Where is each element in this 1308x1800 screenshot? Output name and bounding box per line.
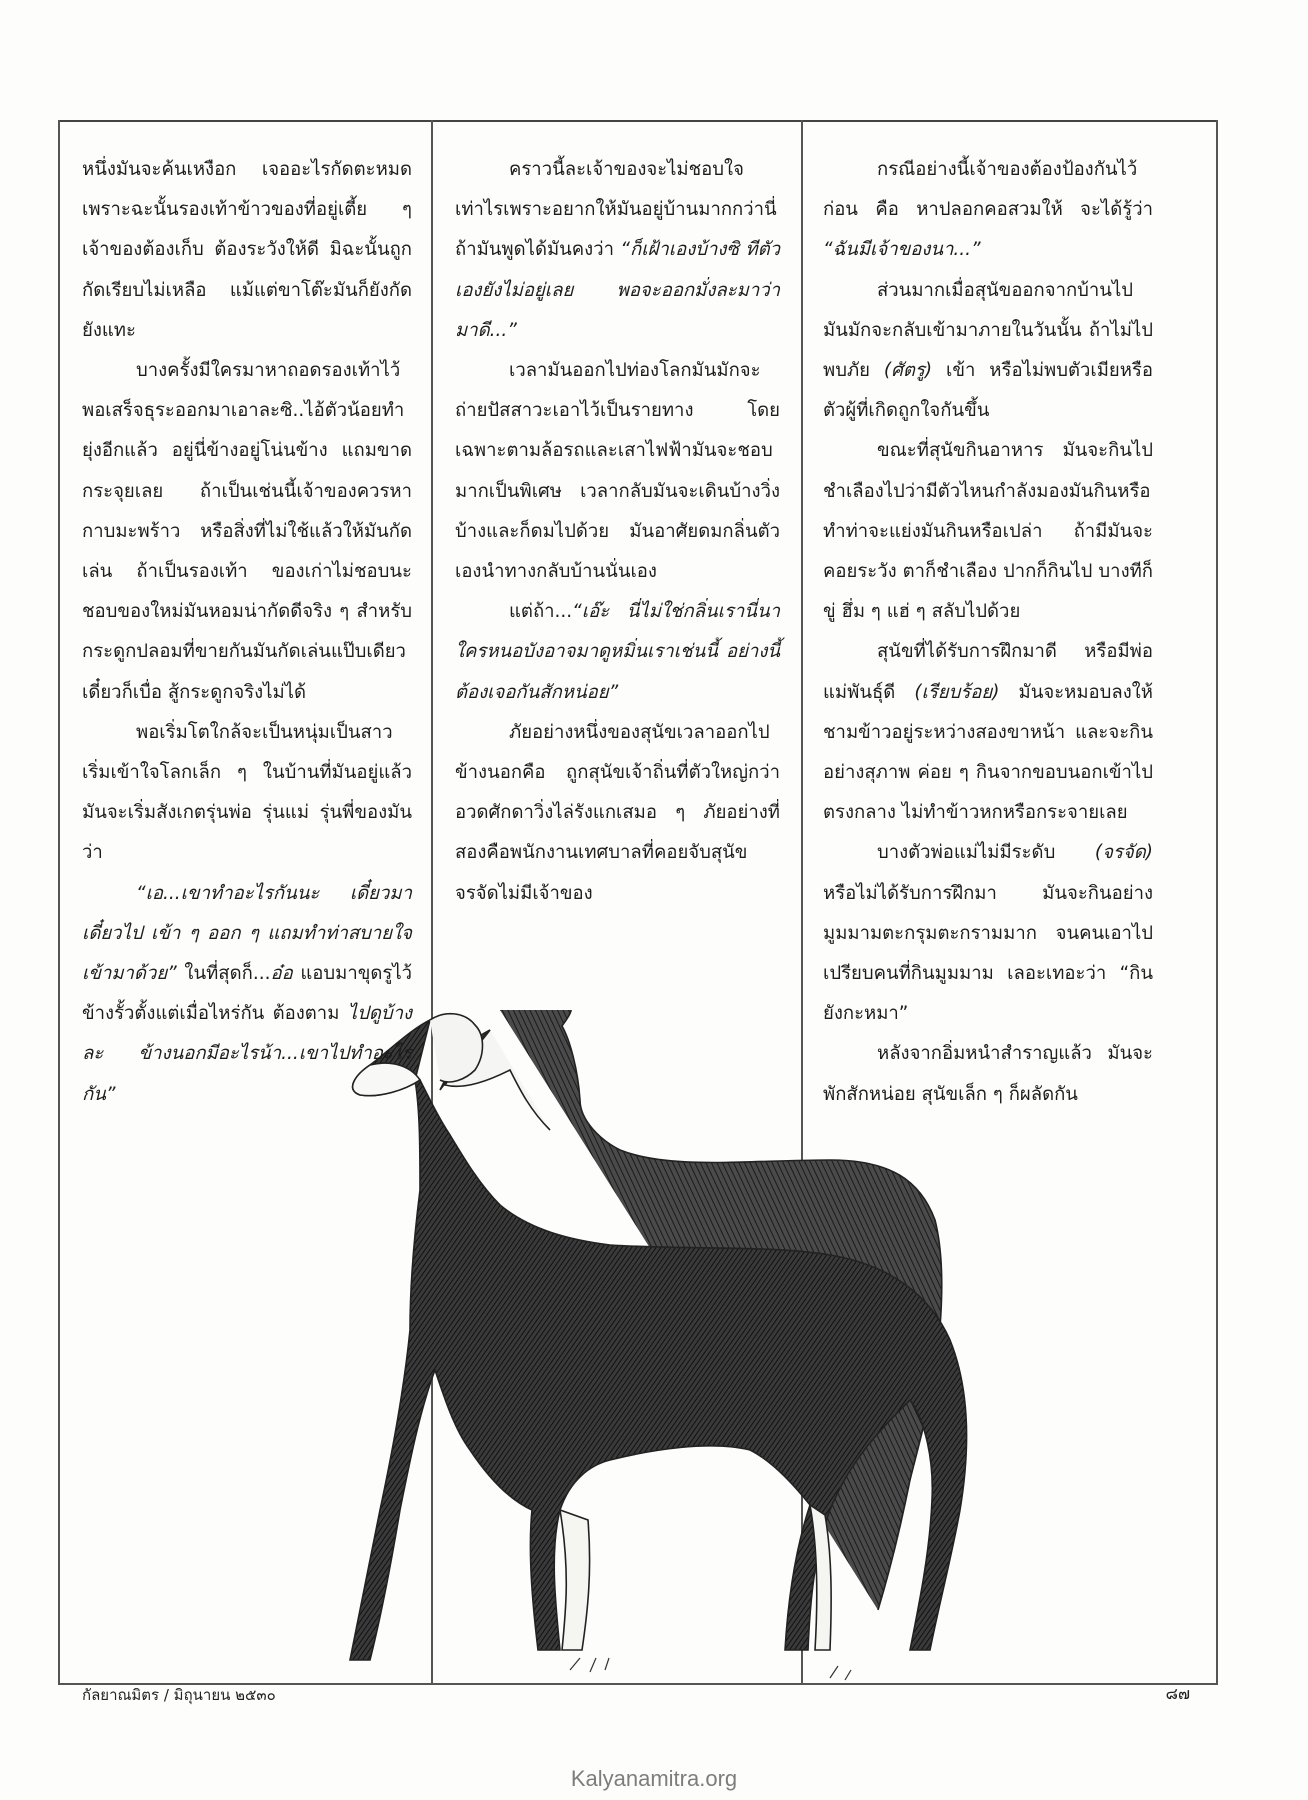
italic-quote: ไปดูบ้างละ ข้างนอกมีอะไรน้า...เขาไปทำอะไรกัน” (82, 1003, 412, 1105)
paragraph (455, 592, 780, 713)
watermark: Kalyanamitra.org (570, 1766, 738, 1791)
italic-quote: “ฉันมีเจ้าของนา...” (823, 239, 981, 261)
text-column-2 (455, 150, 780, 914)
paragraph (823, 833, 1153, 1034)
italic-quote: (จรจัด) (1094, 842, 1153, 864)
page-number: ๘๗ (1165, 1684, 1190, 1703)
italic-quote: “เอ...เขาทำอะไรกันนะ เดี๋ยวมา เดี๋ยวไป เข้า ๆ ออก ๆ แถมทำท่าสบายใจเข้ามาด้วย” (82, 882, 412, 985)
text-run: หรือไม่ได้รับการฝึกมา มันจะกินอย่างมูมมามตะกรุมตะกรามมาก จนคนเอาไปเปรียบคนที่กินมูมมาม เลอะเทอะว่า “กินยังกะหมา” (823, 882, 1153, 1025)
text-run: ในที่สุดก็... (176, 963, 271, 985)
text-run: แต่ถ้า... (509, 601, 573, 623)
paragraph: ภัยอย่างหนึ่งของสุนัขเวลาออกไปข้างนอกคือ ถูกสุนัขเจ้าถิ่นที่ตัวใหญ่กว่าอวดศักดาวิ่งไล่รังแกเสมอ ๆ ภัยอย่างที่สองคือพนักงานเทศบาลที่คอยจับสุนัขจรจัดไม่มีเจ้าของ (455, 721, 780, 904)
column-rule (1216, 120, 1218, 1685)
paragraph: พอเริ่มโตใกล้จะเป็นหนุ่มเป็นสาว เริ่มเข้าใจโลกเล็ก ๆ ในบ้านที่มันอยู่แล้ว มันจะเริ่มสังเกตรุ่นพ่อ รุ่นแม่ รุ่นพี่ของมันว่า (82, 721, 412, 864)
paragraph (823, 271, 1153, 432)
paragraph: เวลามันออกไปท่องโลกมันมักจะถ่ายปัสสาวะเอาไว้เป็นรายทาง โดยเฉพาะตามล้อรถและเสาไฟฟ้ามันจะชอบมากเป็นพิเศษ เวลากลับมันจะเดินบ้างวิ่งบ้างและก็ดมไปด้วย มันอาศัยดมกลิ่นตัวเองนำทางกลับบ้านนั่นเอง (455, 360, 780, 583)
text-run: แอบมาขุดรูไว้ข้างรั้วตั้งแต่เมื่อไหร่กัน ต้องตาม (82, 963, 413, 1025)
text-run: สุนัขที่ได้รับการฝึกมาดี หรือมีพ่อแม่พันธุ์ดี (823, 641, 1153, 703)
italic-quote: (ศัตรู) (883, 360, 933, 382)
text-column-1 (82, 150, 412, 1115)
text-column-3 (823, 150, 1153, 1115)
ground-marks (570, 1658, 851, 1680)
italic-quote: (เรียบร้อย) (914, 681, 1000, 703)
paragraph (82, 874, 412, 1115)
text-run: มันจะหมอบลงให้ชามข้าวอยู่ระหว่างสองขาหน้า และจะกินอย่างสุภาพ ค่อย ๆ กินจากขอบนอกเข้าไปตรงกลาง ไม่ทำข้าวหกหรือกระจายเลย (823, 681, 1153, 824)
paragraph: หลังจากอิ่มหนำสำราญแล้ว มันจะพักสักหน่อย สุนัขเล็ก ๆ ก็ผลัดกัน (823, 1043, 1153, 1105)
text-run: กรณีอย่างนี้เจ้าของต้องป้องกันไว้ก่อน คือ หาปลอกคอสวมให้ จะได้รู้ว่า (823, 159, 1153, 221)
text-run: คราวนี้ละเจ้าของจะไม่ชอบใจเท่าไรเพราะอยากให้มันอยู่บ้านมากกว่านี่ถ้ามันพูดได้มันคงว่า (455, 159, 777, 261)
italic-quote: อ๋อ (270, 963, 293, 985)
paragraph (823, 632, 1153, 833)
column-rule (58, 120, 60, 1685)
paragraph: หนึ่งมันจะค้นเหงือก เจออะไรกัดตะหมด เพราะฉะนั้นรองเท้าข้าวของที่อยู่เตี้ย ๆ เจ้าของต้องเก็บ ต้องระวังให้ดี มิฉะนั้นถูกกัดเรียบไม่เหลือ แม้แต่ขาโต๊ะมันก็ยังกัดยังแทะ (82, 159, 412, 341)
paragraph: ขณะที่สุนัขกินอาหาร มันจะกินไปชำเลืองไปว่ามีตัวไหนกำลังมองมันกินหรือทำท่าจะแย่งมันกินหรือเปล่า ถ้ามีมันจะคอยระวัง ตาก็ชำเลือง ปากก็กินไป บางทีก็ขู่ ฮึ่ม ๆ แฮ่ ๆ สลับไปด้วย (823, 440, 1153, 623)
italic-quote: “ก็เฝ้าเองบ้างซิ ทีตัวเองยังไม่อยู่เลย พอจะออกมั่งละมาว่า มาดี...” (455, 239, 780, 341)
footer-publication: กัลยาณมิตร / มิถุนายน ๒๕๓๐ (82, 1686, 276, 1704)
italic-quote: “เอ๊ะ นี่ไม่ใช่กลิ่นเรานี่นา ใครหนอบังอาจมาดูหมิ่นเราเช่นนี้ อย่างนี้ต้องเจอกันสักหน่อย” (455, 601, 780, 703)
paragraph (455, 150, 780, 351)
paragraph: บางครั้งมีใครมาหาถอดรองเท้าไว้ พอเสร็จธุระออกมาเอาละซิ..ไอ้ตัวน้อยทำยุ่งอีกแล้ว อยู่นี่ข้างอยู่โน่นข้าง แถมขาดกระจุยเลย ถ้าเป็นเช่นนี้เจ้าของควรหากาบมะพร้าว หรือสิ่งที่ไม่ใช้แล้วให้มันกัดเล่น ถ้าเป็นรองเท้า ของเก่าไม่ชอบนะ ชอบของใหม่มันหอมน่ากัดดีจริง ๆ สำหรับกระดูกปลอมที่ขายกันมันกัดเล่นแป๊บเดียว เดี๋ยวก็เบื่อ สู้กระดูกจริงไม่ได้ (82, 360, 412, 703)
text-run: ส่วนมากเมื่อสุนัขออกจากบ้านไปมันมักจะกลับเข้ามาภายในวันนั้น ถ้าไม่ไปพบภัย (823, 279, 1153, 382)
text-run: บางตัวพ่อแม่ไม่มีระดับ (877, 842, 1095, 864)
paragraph (823, 150, 1153, 271)
text-run: เข้า หรือไม่พบตัวเมียหรือตัวผู้ที่เกิดถูกใจกันขึ้น (823, 360, 1153, 422)
